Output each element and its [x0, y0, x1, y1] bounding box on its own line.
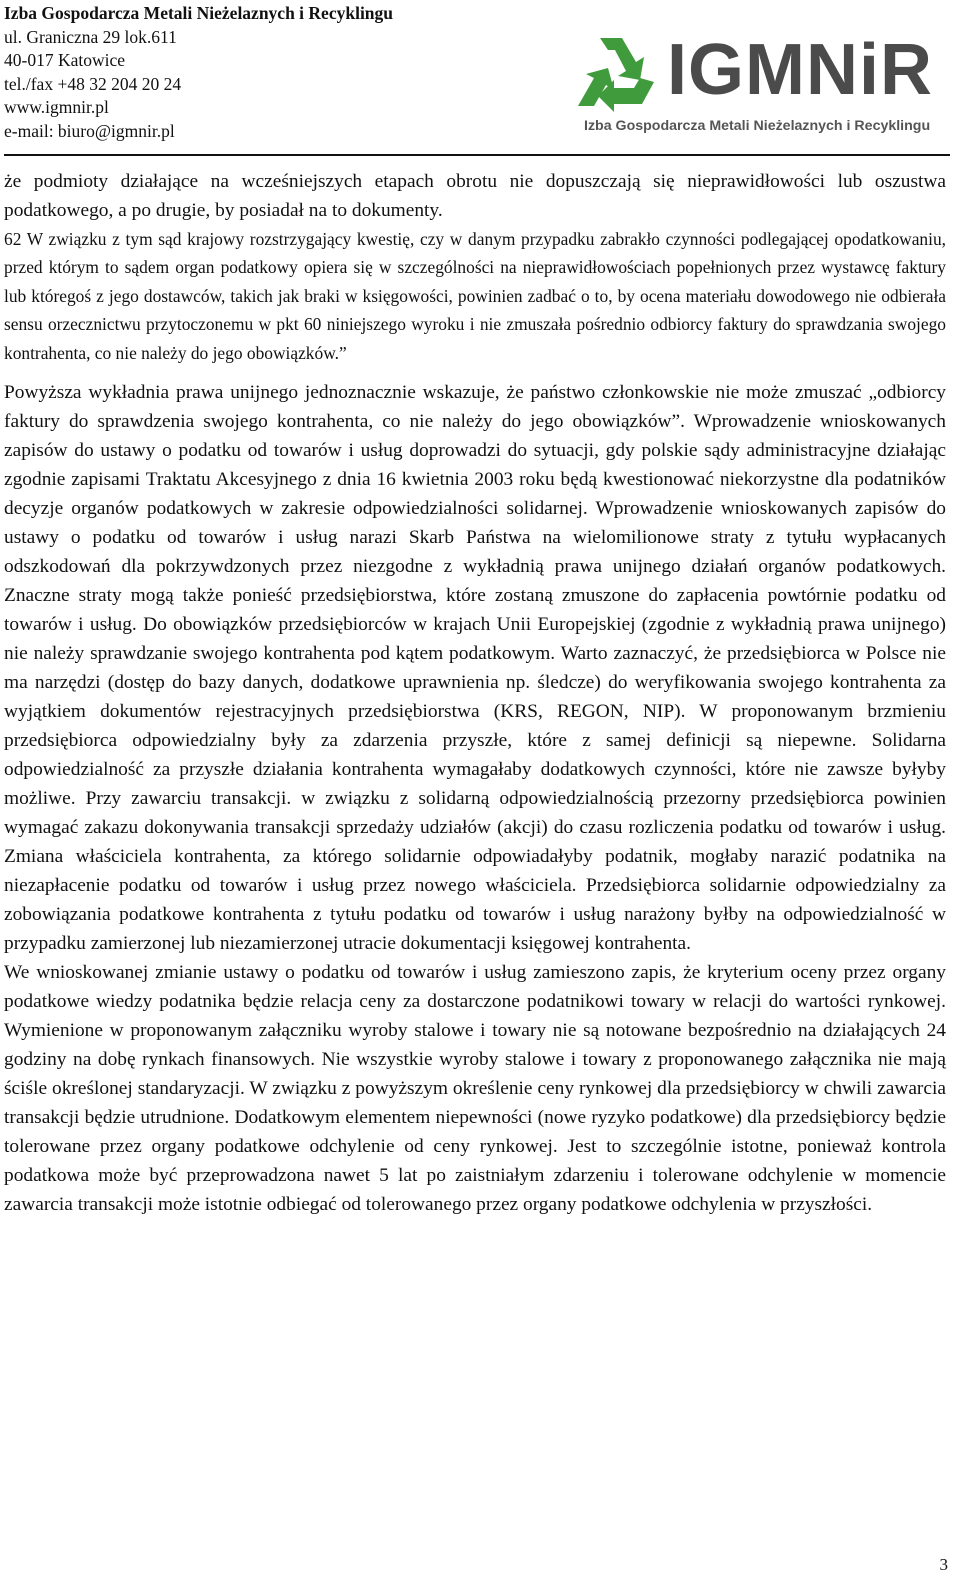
organization-address-block: [4, 2, 393, 144]
logo-wordmark: IGMNiR: [667, 30, 933, 110]
paragraph-last: We wnioskowanej zmianie ustawy o podatku od towarów i usług zamieszono zapis, że kryterium oceny przez organy podatkowe wiedzy podatnika będzie relacja ceny za dostarczone podatnikowi towary w relacji do wartości rynkowej. Wymienione w proponowanym załączniku wyroby stalowe i towary nie są notowane bezpośrednio na działających 24 godziny na dobę rynkach finansowych. Nie wszystkie wyroby stalowe i towary z proponowanego załącznika nie mają ściśle określonej standaryzacji. W związku z powyższym określenie ceny rynkowej dla przedsiębiorcy w chwili zawarcia transakcji będzie utrudnione. Dodatkowym elementem niepewności (nowe ryzyko podatkowe) dla przedsiębiorcy będzie tolerowane przez organy podatkowe odchylenie od ceny rynkowej. Jest to szczególnie istotne, ponieważ kontrola podatkowa może być przeprowadzona nawet 5 lat po zaistniałym zdarzeniu i tolerowane odchylenie w momencie zawarcia transakcji może istotnie odbiegać od tolerowanego przez organy podatkowe odchylenia w przyszłości.: [4, 962, 946, 1216]
header-divider: [4, 154, 950, 156]
recycling-icon: [564, 28, 660, 116]
cited-judgment-paragraph-62: 62 W związku z tym sąd krajowy rozstrzygający kwestię, czy w danym przypadku zabrakło czynności podlegającej opodatkowaniu, przed którym to sądem organ podatkowy opiera się w szczególności na nieprawidłowościach popełnionych przez wystawcę faktury lub któregoś z jego dostawców, takich jak braki w księgowości, powinien zadbać o to, by ocena materiału dowodowego nie odbierała sensu orzecznictwu przytoczonemu w pkt 60 niniejszego wyroku i nie zmuszała pośrednio odbiorcy faktury do sprawdzania swojego kontrahenta, co nie należy do jego obowiązków.”: [4, 229, 946, 363]
document-body: [4, 167, 946, 1219]
postal-city: 40-017 Katowice: [4, 50, 126, 71]
website: www.igmnir.pl: [4, 97, 109, 118]
paragraph-continued: że podmioty działające na wcześniejszych etapach obrotu nie dopuszczają się nieprawidłowości lub oszustwa podatkowego, a po drugie, by posiadał na to dokumenty.: [4, 171, 946, 221]
email: e-mail: biuro@igmnir.pl: [4, 120, 175, 141]
paragraph-main: Powyższa wykładnia prawa unijnego jednoznacznie wskazuje, że państwo członkowskie nie może zmuszać „odbiorcy faktury do sprawdzenia swojego kontrahenta, co nie należy do jego obowiązków”. Wprowadzenie wnioskowanych zapisów do ustawy o podatku od towarów i usług doprowadzi do sytuacji, gdy polskie sądy administracyjne działając zgodnie zapisami Traktatu Akcesyjnego z dnia 16 kwietnia 2003 roku będą kwestionować niekorzystne dla podatników decyzje organów podatkowych w zakresie odpowiedzialności solidarnej. Wprowadzenie wnioskowanych zapisów do ustawy o podatku od towarów i usług narazi Skarb Państwa na wielomilionowe straty z tytułu wypłacanych odszkodowań dla pokrzywdzonych przez niezgodne z wykładnią prawa unijnego działań organów podatkowych. Znaczne straty mogą także ponieść przedsiębiorstwa, które zostaną zmuszone do zapłacenia powtórnie podatku od towarów i usług. Do obowiązków przedsiębiorców w krajach Unii Europejskiej (zgodnie z wykładnią prawa unijnego) nie należy sprawdzanie swojego kontrahenta pod kątem podatkowym. Warto zaznaczyć, że przedsiębiorca w Polsce nie ma narzędzi (dostęp do bazy danych, dodatkowe uprawnienia np. śledcze) do weryfikowania swojego kontrahenta za wyjątkiem dokumentów rejestracyjnych przedsiębiorstwa (KRS, REGON, NIP). W proponowanym brzmieniu przedsiębiorca odpowiedzialny były za zdarzenia przyszłe, które z samej definicji są niepewne. Solidarna odpowiedzialność za przyszłe działania kontrahenta wymagałaby dodatkowych czynności, które nie zawsze byłyby możliwe. Przy zawarciu transakcji. w związku z solidarną odpowiedzialnością przezorny przedsiębiorca powinien wymagać zakazu dokonywania transakcji sprzedaży udziałów (akcji) do czasu rozliczenia podatku od towarów i usług. Zmiana właściciela kontrahenta, za którego solidarnie odpowiadałyby podatnik, mogłaby narazić podatnika na niezapłacenie podatku od towarów i usług przez nowego właściciela. Przedsiębiorca solidarnie odpowiedzialny za zobowiązania podatkowe kontrahenta z tytułu podatku od towarów i usług narażony byłby na odpowiedzialność w przypadku zamierzonej lub niezamierzonej utracie dokumentacji księgowej kontrahenta.: [4, 382, 946, 955]
phone-fax: tel./fax +48 32 204 20 24: [4, 73, 182, 94]
page-number: 3: [939, 1555, 948, 1574]
logo-tagline: Izba Gospodarcza Metali Nieżelaznych i Recyklingu: [584, 118, 931, 134]
logo: [564, 28, 956, 140]
organization-name: Izba Gospodarcza Metali Nieżelaznych i Recyklingu: [4, 3, 394, 23]
paragraph-spacer: [4, 367, 946, 378]
letterhead: [4, 0, 954, 155]
street-address: ul. Graniczna 29 lok.611: [4, 26, 177, 47]
